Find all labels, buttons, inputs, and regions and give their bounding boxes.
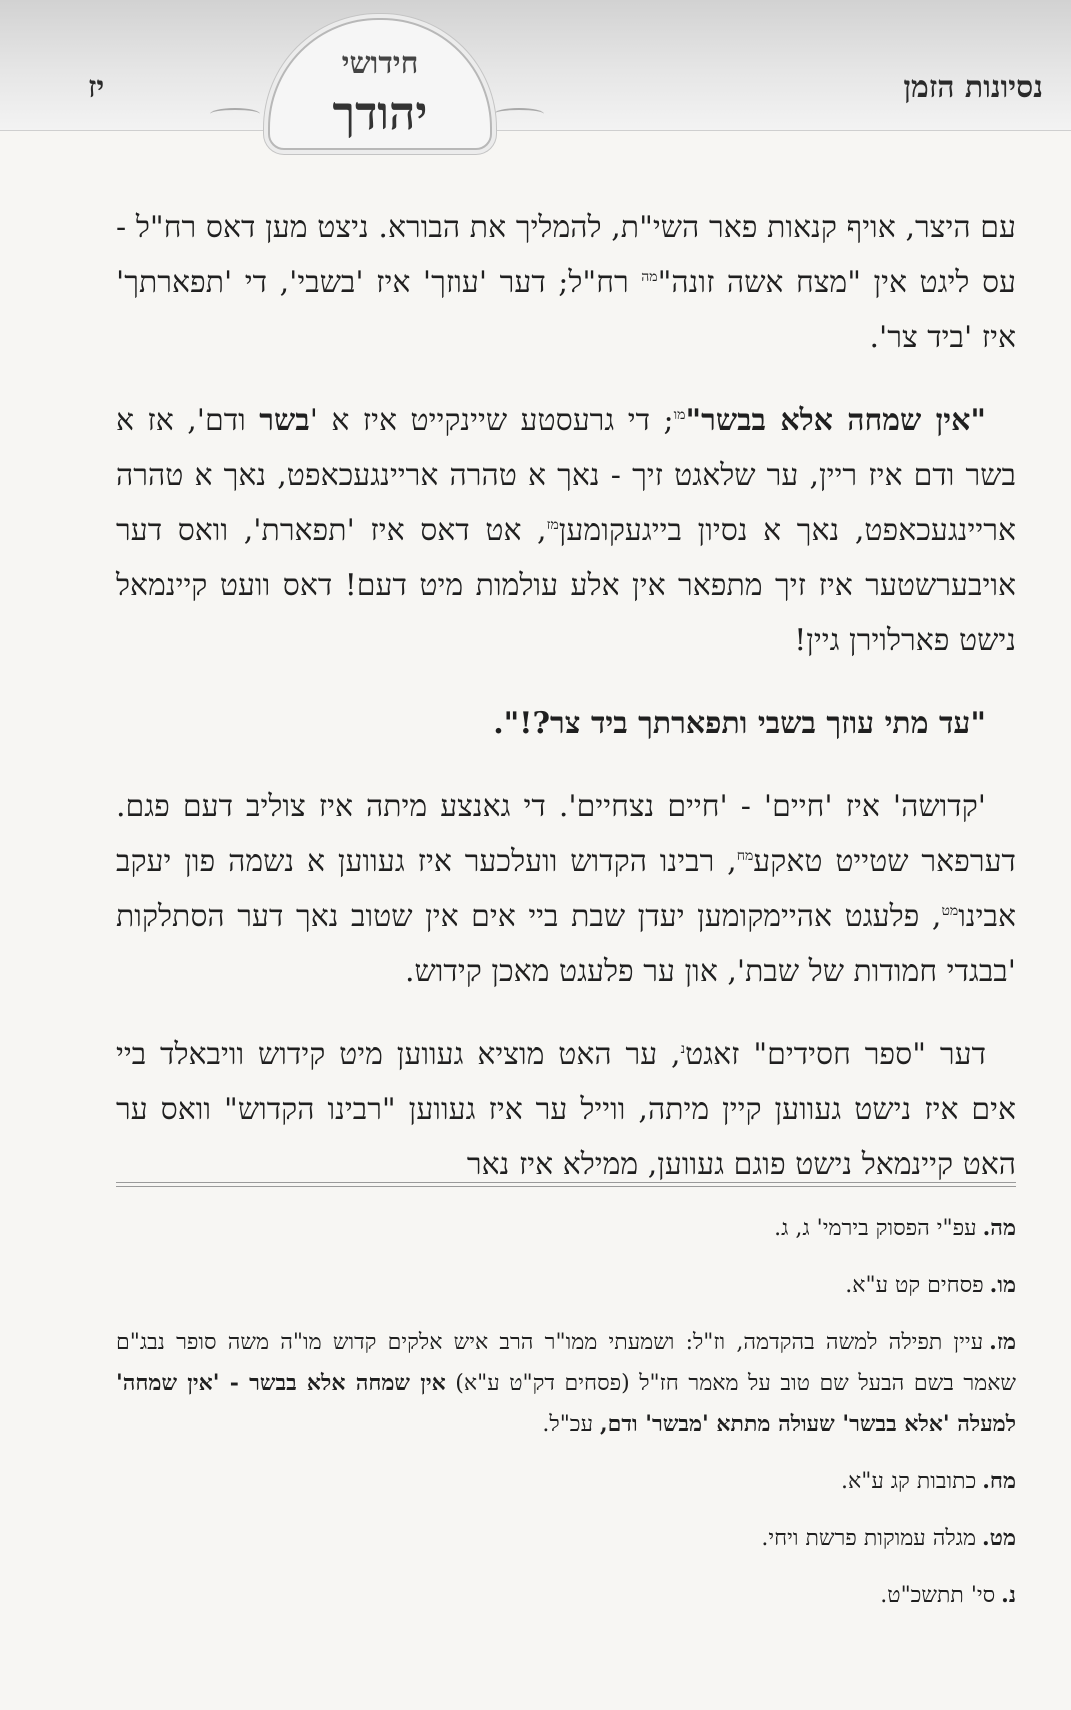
text-run: ודם', אז א בשר ודם איז ריין, ער שלאגט זיך - נאך א טהרה אריינגעכאפט, נאך א טהרה אריינגעכאפט, נאך א נסיון בייגעקומען <box>116 403 1017 548</box>
footnote-mark: מו. <box>989 1272 1016 1298</box>
footnote-ref[interactable]: מה <box>641 269 658 285</box>
footnote-mt <box>116 1518 1016 1559</box>
section-title: נסיונות הזמן <box>903 70 1043 105</box>
footnote-text: פסחים קט ע"א. <box>845 1273 984 1298</box>
footnote-mh <box>116 1208 1016 1249</box>
book-logo <box>268 18 492 150</box>
text-run: דער "ספר חסידים" זאגט <box>685 1037 986 1072</box>
text-run: ; די גרעסטע שיינקייט איז א ' <box>309 403 674 438</box>
footnote-text: סי' תתשכ"ט. <box>880 1583 996 1608</box>
running-header <box>0 0 1071 140</box>
footnote-mark: מז. <box>989 1329 1016 1355</box>
logo-line1: חידושי <box>341 46 419 81</box>
text-run: 'קדושה' איז 'חיים' - 'חיים נצחיים'. די גאנצע מיתה איז צוליב דעם פגם. דערפאר שטייט טאקע <box>116 789 1016 879</box>
paragraph-4 <box>116 779 1016 999</box>
footnote-ref[interactable]: מח <box>736 848 754 864</box>
ornament-left-icon <box>210 108 260 120</box>
text-run: , אט דאס איז 'תפארת', וואס דער אויבערשטער איז זיך מתפאר אין אלע עולמות מיט דעם! דאס וועט קיינמאל נישט פארלוירן גיין! <box>116 513 1016 658</box>
footnote-text: עפ"י הפסוק בירמי' ג, ג. <box>774 1216 977 1241</box>
footnote-n <box>116 1575 1016 1616</box>
paragraph-1 <box>116 200 1016 365</box>
footnote-mark: נ. <box>1001 1582 1016 1608</box>
paragraph-5 <box>116 1027 1016 1192</box>
footnote-ref[interactable]: מו <box>673 407 686 423</box>
footnote-mz <box>116 1322 1016 1445</box>
footnote-divider <box>116 1182 1016 1183</box>
text-run: , פלעגט אהיימקומען יעדן שבת ביי אים אין שטוב נאך דער הסתלקות 'בבגדי חמודות של שבת', און ער פלעגט מאכן קידוש. <box>116 899 1016 989</box>
footnote-text: עכ"ל. <box>542 1412 601 1437</box>
text-run: רח"ל; דער 'עוזך' איז 'בשבי', די 'תפארתך' איז 'ביד צר'. <box>116 265 1016 355</box>
text-run: , רבינו הקדוש וועלכער איז געווען א נשמה פון יעקב אבינו <box>116 844 1016 934</box>
footnote-ref[interactable]: מט <box>941 903 959 919</box>
footnote-mark: מט. <box>982 1525 1016 1551</box>
footnote-ref[interactable]: נ <box>680 1041 686 1057</box>
ornament-right-icon <box>494 108 544 120</box>
logo-line2: יהודך <box>332 86 428 140</box>
paragraph-2 <box>116 393 1016 668</box>
footnotes <box>116 1208 1016 1632</box>
footnote-divider <box>116 1186 1016 1187</box>
quote-bold: "אין שמחה אלא בבשר" <box>685 403 986 438</box>
paragraph-3-quote: "עד מתי עוזך בשבי ותפארתך ביד צר?!". <box>493 706 986 741</box>
footnote-text: כתובות קג ע"א. <box>841 1469 977 1494</box>
footnote-text-bold: אין שמחה אלא בבשר - 'אין שמחה' למעלה 'אלא בבשר' שעולה מתתא 'מבשר' ודם, <box>116 1370 1016 1437</box>
footnote-mch <box>116 1461 1016 1502</box>
page-number: יז <box>88 70 105 105</box>
footnote-mark: מח. <box>982 1468 1016 1494</box>
text-run: , ער האט מוציא געווען מיט קידוש וויבאלד ביי אים איז נישט געווען קיין מיתה, ווייל ער איז געווען "רבינו הקדוש" וואס ער האט קיינמאל נישט פוגם געווען, ממילא איז נאר <box>116 1037 1016 1182</box>
word-bold: בשר <box>259 403 310 438</box>
footnote-mv <box>116 1265 1016 1306</box>
text-run: עם היצר, אויף קנאות פאר השי"ת, להמליך את הבורא. ניצט מען דאס רח"ל - עס ליגט אין "מצח אשה זונה" <box>116 210 1016 300</box>
footnote-text: מגלה עמוקות פרשת ויחי. <box>761 1526 976 1551</box>
footnote-mark: מה. <box>982 1215 1016 1241</box>
main-text <box>116 200 1016 1220</box>
footnote-text: עיין תפילה למשה בהקדמה, וז"ל: ושמעתי ממו"ר הרב איש אלקים קדוש מו"ה משה סופר נבג"ם שאמר בשם הבעל שם טוב על מאמר חז"ל (פסחים דק"ט ע"א) <box>116 1330 1016 1396</box>
footnote-ref[interactable]: מז <box>546 517 559 533</box>
